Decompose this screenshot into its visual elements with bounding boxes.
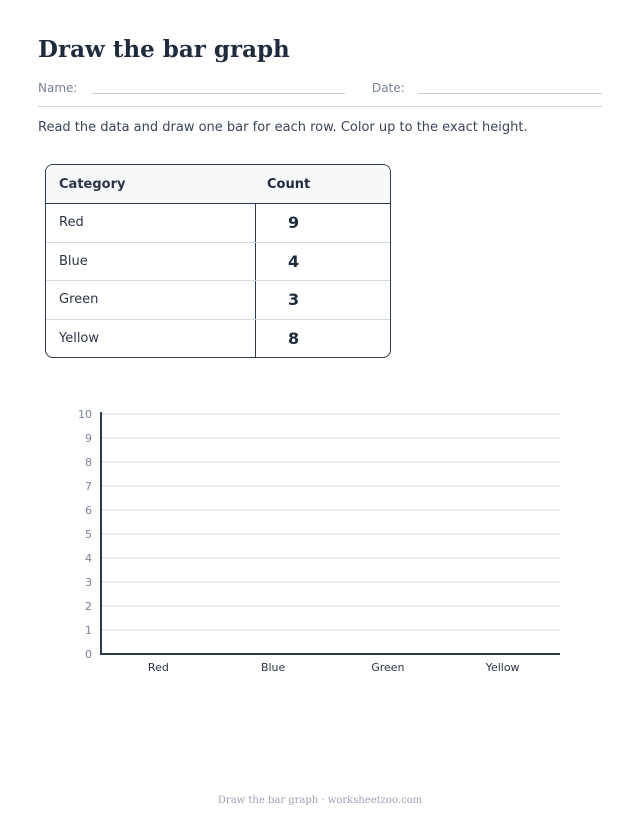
page-title: Draw the bar graph [38, 36, 290, 63]
x-category-label: Yellow [485, 661, 520, 674]
y-tick-label: 3 [85, 576, 92, 589]
header-count: Count [267, 176, 311, 192]
y-tick-label: 2 [85, 600, 92, 613]
row-category: Red [59, 215, 84, 231]
row-count: 3 [255, 281, 390, 319]
row-count: 4 [255, 243, 390, 281]
row-category: Green [59, 292, 99, 308]
row-count: 8 [255, 320, 390, 358]
name-label: Name: [38, 81, 78, 95]
y-tick-label: 1 [85, 624, 92, 637]
x-category-label: Green [371, 661, 405, 674]
row-category: Blue [59, 253, 88, 269]
instructions-text: Read the data and draw one bar for each row. Color up to the exact height. [38, 120, 528, 135]
row-count: 9 [255, 204, 390, 242]
footer-text: Draw the bar graph · worksheetzoo.com [217, 795, 423, 806]
y-tick-label: 7 [85, 480, 92, 493]
x-category-label: Blue [260, 661, 286, 674]
y-tick-label: 8 [85, 456, 92, 469]
y-tick-label: 5 [85, 528, 92, 541]
y-tick-label: 4 [85, 552, 92, 565]
y-tick-label: 9 [85, 432, 92, 445]
y-tick-label: 6 [85, 504, 92, 517]
x-category-label: Red [147, 661, 169, 674]
row-category: Yellow [59, 330, 100, 346]
y-tick-label: 10 [78, 408, 92, 421]
date-label: Date: [372, 81, 405, 95]
y-tick-label: 0 [85, 648, 92, 661]
header-category: Category [59, 176, 126, 192]
